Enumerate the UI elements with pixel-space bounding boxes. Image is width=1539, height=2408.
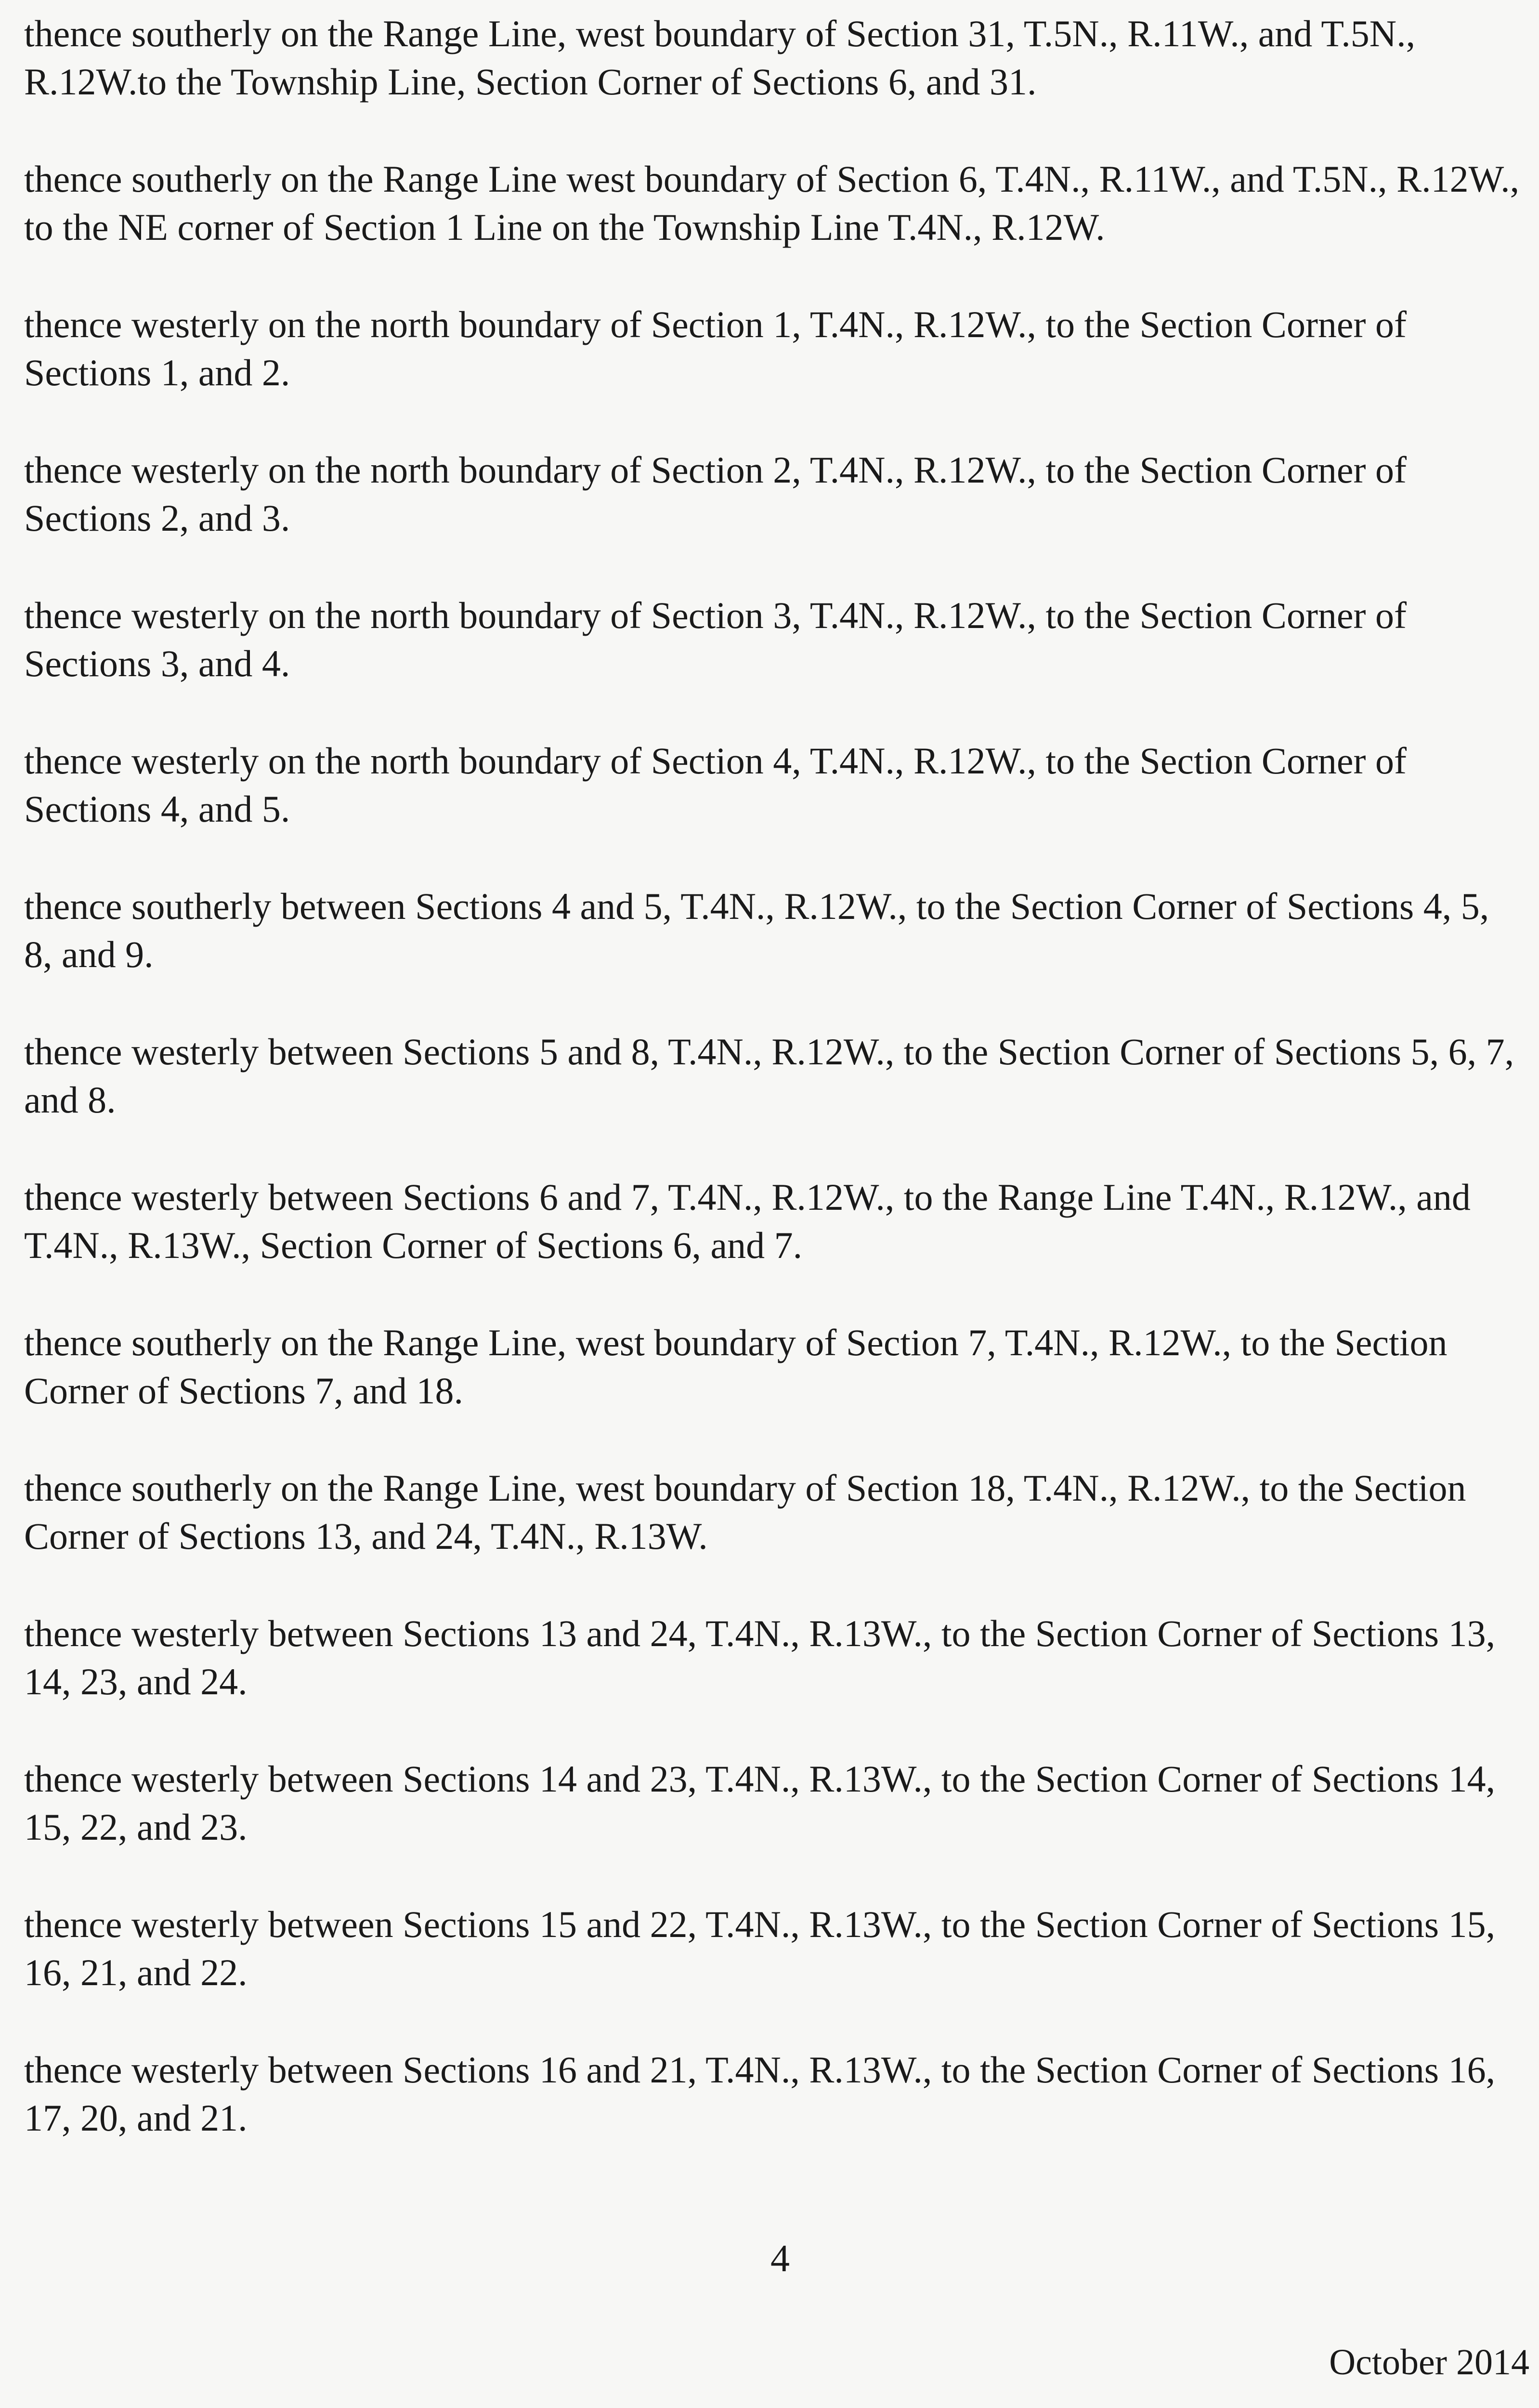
boundary-paragraph: thence westerly between Sections 14 and 23, T.4N., R.13W., to the Section Corner of Sections 14, 15, 22, and 23. (24, 1758, 1496, 1848)
boundary-paragraph: thence westerly on the north boundary of Section 2, T.4N., R.12W., to the Section Corner of Sections 2, and 3. (24, 449, 1407, 539)
footer-date: October 2014 (1329, 2342, 1529, 2382)
boundary-paragraph: thence westerly between Sections 16 and 21, T.4N., R.13W., to the Section Corner of Sections 16, 17, 20, and 21. (24, 2049, 1496, 2139)
boundary-paragraph: thence southerly on the Range Line, west boundary of Section 31, T.5N., R.11W., and T.5N., R.12W.to the Township Line, Section Corner of Sections 6, and 31. (24, 13, 1416, 103)
boundary-paragraph: thence westerly between Sections 5 and 8, T.4N., R.12W., to the Section Corner of Sections 5, 6, 7, and 8. (24, 1031, 1514, 1121)
page-number: 4 (770, 2238, 790, 2280)
boundary-paragraph: thence westerly between Sections 13 and 24, T.4N., R.13W., to the Section Corner of Sections 13, 14, 23, and 24. (24, 1612, 1496, 1702)
boundary-description (24, 10, 1522, 2191)
boundary-paragraph: thence southerly on the Range Line, west boundary of Section 18, T.4N., R.12W., to the Section Corner of Sections 13, and 24, T.4N., R.13W. (24, 1467, 1466, 1557)
boundary-paragraph: thence southerly on the Range Line west boundary of Section 6, T.4N., R.11W., and T.5N., R.12W., to the NE corner of Section 1 Line on the Township Line T.4N., R.12W. (24, 158, 1520, 248)
boundary-paragraph: thence westerly on the north boundary of Section 1, T.4N., R.12W., to the Section Corner of Sections 1, and 2. (24, 303, 1407, 393)
boundary-paragraph: thence westerly on the north boundary of Section 4, T.4N., R.12W., to the Section Corner of Sections 4, and 5. (24, 740, 1407, 830)
boundary-paragraph: thence southerly between Sections 4 and 5, T.4N., R.12W., to the Section Corner of Sections 4, 5, 8, and 9. (24, 885, 1489, 975)
boundary-paragraph: thence westerly on the north boundary of Section 3, T.4N., R.12W., to the Section Corner of Sections 3, and 4. (24, 594, 1407, 684)
boundary-paragraph: thence westerly between Sections 15 and 22, T.4N., R.13W., to the Section Corner of Sections 15, 16, 21, and 22. (24, 1903, 1496, 1993)
boundary-paragraph: thence southerly on the Range Line, west boundary of Section 7, T.4N., R.12W., to the Section Corner of Sections 7, and 18. (24, 1322, 1448, 1412)
boundary-paragraph: thence westerly between Sections 6 and 7, T.4N., R.12W., to the Range Line T.4N., R.12W., and T.4N., R.13W., Section Corner of Sections 6, and 7. (24, 1176, 1471, 1266)
